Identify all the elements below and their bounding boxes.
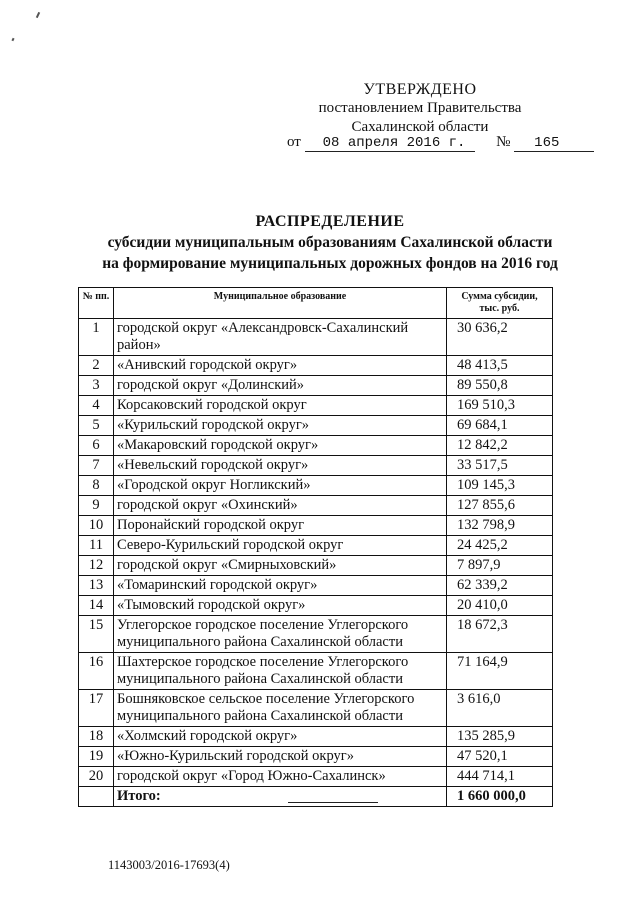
municipality-name: «Курильский городской округ» xyxy=(114,416,447,436)
table-row xyxy=(79,653,553,690)
document-heading xyxy=(80,212,580,274)
subsidy-amount: 24 425,2 xyxy=(447,536,553,556)
municipality-name: «Томаринский городской округ» xyxy=(114,576,447,596)
scan-mark xyxy=(36,12,40,18)
row-number: 17 xyxy=(79,690,114,727)
header-name: Муниципальное образование xyxy=(114,288,447,319)
number-label: № xyxy=(496,134,511,150)
municipality-name: городской округ «Смирныховский» xyxy=(114,556,447,576)
row-number: 7 xyxy=(79,456,114,476)
municipality-name: Поронайский городской округ xyxy=(114,516,447,536)
row-number: 4 xyxy=(79,396,114,416)
from-label: от xyxy=(287,134,301,150)
divider-line xyxy=(288,802,378,803)
table-row xyxy=(79,456,553,476)
municipality-name: городской округ «Александровск-Сахалинский район» xyxy=(114,319,447,356)
municipality-name: Корсаковский городской округ xyxy=(114,396,447,416)
row-number: 18 xyxy=(79,727,114,747)
header-num: № пп. xyxy=(79,288,114,319)
subsidy-amount: 69 684,1 xyxy=(447,416,553,436)
subsidy-amount: 48 413,5 xyxy=(447,356,553,376)
municipality-name: «Городской округ Ногликский» xyxy=(114,476,447,496)
table-row xyxy=(79,319,553,356)
total-amount: 1 660 000,0 xyxy=(447,787,553,807)
row-number: 19 xyxy=(79,747,114,767)
row-number: 8 xyxy=(79,476,114,496)
scan-mark xyxy=(11,38,14,42)
approval-line-2: Сахалинской области xyxy=(351,119,489,135)
municipality-name: Бошняковское сельское поселение Углегорского муниципального района Сахалинской области xyxy=(114,690,447,727)
table-row xyxy=(79,396,553,416)
subsidy-table xyxy=(78,287,553,807)
subsidy-amount: 12 842,2 xyxy=(447,436,553,456)
total-num-cell xyxy=(79,787,114,807)
municipality-name: «Южно-Курильский городской округ» xyxy=(114,747,447,767)
subsidy-amount: 89 550,8 xyxy=(447,376,553,396)
table-row xyxy=(79,416,553,436)
table-header-row xyxy=(79,288,553,319)
approval-stamp xyxy=(270,80,570,137)
table-row xyxy=(79,436,553,456)
municipality-name: Шахтерское городское поселение Углегорского муниципального района Сахалинской области xyxy=(114,653,447,690)
table-row xyxy=(79,496,553,516)
row-number: 14 xyxy=(79,596,114,616)
subsidy-amount: 127 855,6 xyxy=(447,496,553,516)
subsidy-amount: 47 520,1 xyxy=(447,747,553,767)
footer-code: 1143003/2016-17693(4) xyxy=(108,858,230,872)
approval-title: УТВЕРЖДЕНО xyxy=(363,81,477,98)
document-title: РАСПРЕДЕЛЕНИЕ xyxy=(255,213,405,230)
document-subtitle-2: на формирование муниципальных дорожных фондов на 2016 год xyxy=(102,255,558,272)
row-number: 16 xyxy=(79,653,114,690)
subsidy-amount: 444 714,1 xyxy=(447,767,553,787)
table-row xyxy=(79,616,553,653)
subsidy-amount: 20 410,0 xyxy=(447,596,553,616)
subsidy-amount: 33 517,5 xyxy=(447,456,553,476)
row-number: 5 xyxy=(79,416,114,436)
subsidy-amount: 30 636,2 xyxy=(447,319,553,356)
subsidy-amount: 71 164,9 xyxy=(447,653,553,690)
table-row xyxy=(79,516,553,536)
approval-date: 08 апреля 2016 г. xyxy=(305,135,475,152)
approval-date-line xyxy=(287,134,594,152)
document-subtitle-1: субсидии муниципальным образованиям Сахалинской области xyxy=(107,234,553,251)
subsidy-amount: 109 145,3 xyxy=(447,476,553,496)
table-row xyxy=(79,767,553,787)
municipality-name: городской округ «Долинский» xyxy=(114,376,447,396)
row-number: 10 xyxy=(79,516,114,536)
row-number: 12 xyxy=(79,556,114,576)
row-number: 11 xyxy=(79,536,114,556)
row-number: 3 xyxy=(79,376,114,396)
subsidy-amount: 3 616,0 xyxy=(447,690,553,727)
table-row xyxy=(79,596,553,616)
table-row xyxy=(79,476,553,496)
subsidy-amount: 132 798,9 xyxy=(447,516,553,536)
subsidy-amount: 135 285,9 xyxy=(447,727,553,747)
municipality-name: «Тымовский городской округ» xyxy=(114,596,447,616)
row-number: 20 xyxy=(79,767,114,787)
row-number: 6 xyxy=(79,436,114,456)
table-total-row xyxy=(79,787,553,807)
municipality-name: «Холмский городской округ» xyxy=(114,727,447,747)
municipality-name: «Макаровский городской округ» xyxy=(114,436,447,456)
subsidy-amount: 62 339,2 xyxy=(447,576,553,596)
municipality-name: Углегорское городское поселение Углегорского муниципального района Сахалинской области xyxy=(114,616,447,653)
header-amount xyxy=(447,288,553,319)
row-number: 13 xyxy=(79,576,114,596)
municipality-name: «Невельский городской округ» xyxy=(114,456,447,476)
table-row xyxy=(79,690,553,727)
approval-number: 165 xyxy=(514,135,594,152)
municipality-name: городской округ «Город Южно-Сахалинск» xyxy=(114,767,447,787)
subsidy-amount: 169 510,3 xyxy=(447,396,553,416)
row-number: 2 xyxy=(79,356,114,376)
table-row xyxy=(79,556,553,576)
row-number: 15 xyxy=(79,616,114,653)
table-row xyxy=(79,536,553,556)
table-row xyxy=(79,576,553,596)
table-row xyxy=(79,727,553,747)
header-amount-line-2: тыс. руб. xyxy=(479,303,520,314)
total-label: Итого: xyxy=(114,787,447,807)
subsidy-amount: 7 897,9 xyxy=(447,556,553,576)
approval-line-1: постановлением Правительства xyxy=(318,100,522,116)
header-amount-line-1: Сумма субсидии, xyxy=(461,291,538,302)
subsidy-amount: 18 672,3 xyxy=(447,616,553,653)
municipality-name: Северо-Курильский городской округ xyxy=(114,536,447,556)
table-row xyxy=(79,356,553,376)
row-number: 9 xyxy=(79,496,114,516)
municipality-name: городской округ «Охинский» xyxy=(114,496,447,516)
table-row xyxy=(79,747,553,767)
table-row xyxy=(79,376,553,396)
municipality-name: «Анивский городской округ» xyxy=(114,356,447,376)
row-number: 1 xyxy=(79,319,114,356)
